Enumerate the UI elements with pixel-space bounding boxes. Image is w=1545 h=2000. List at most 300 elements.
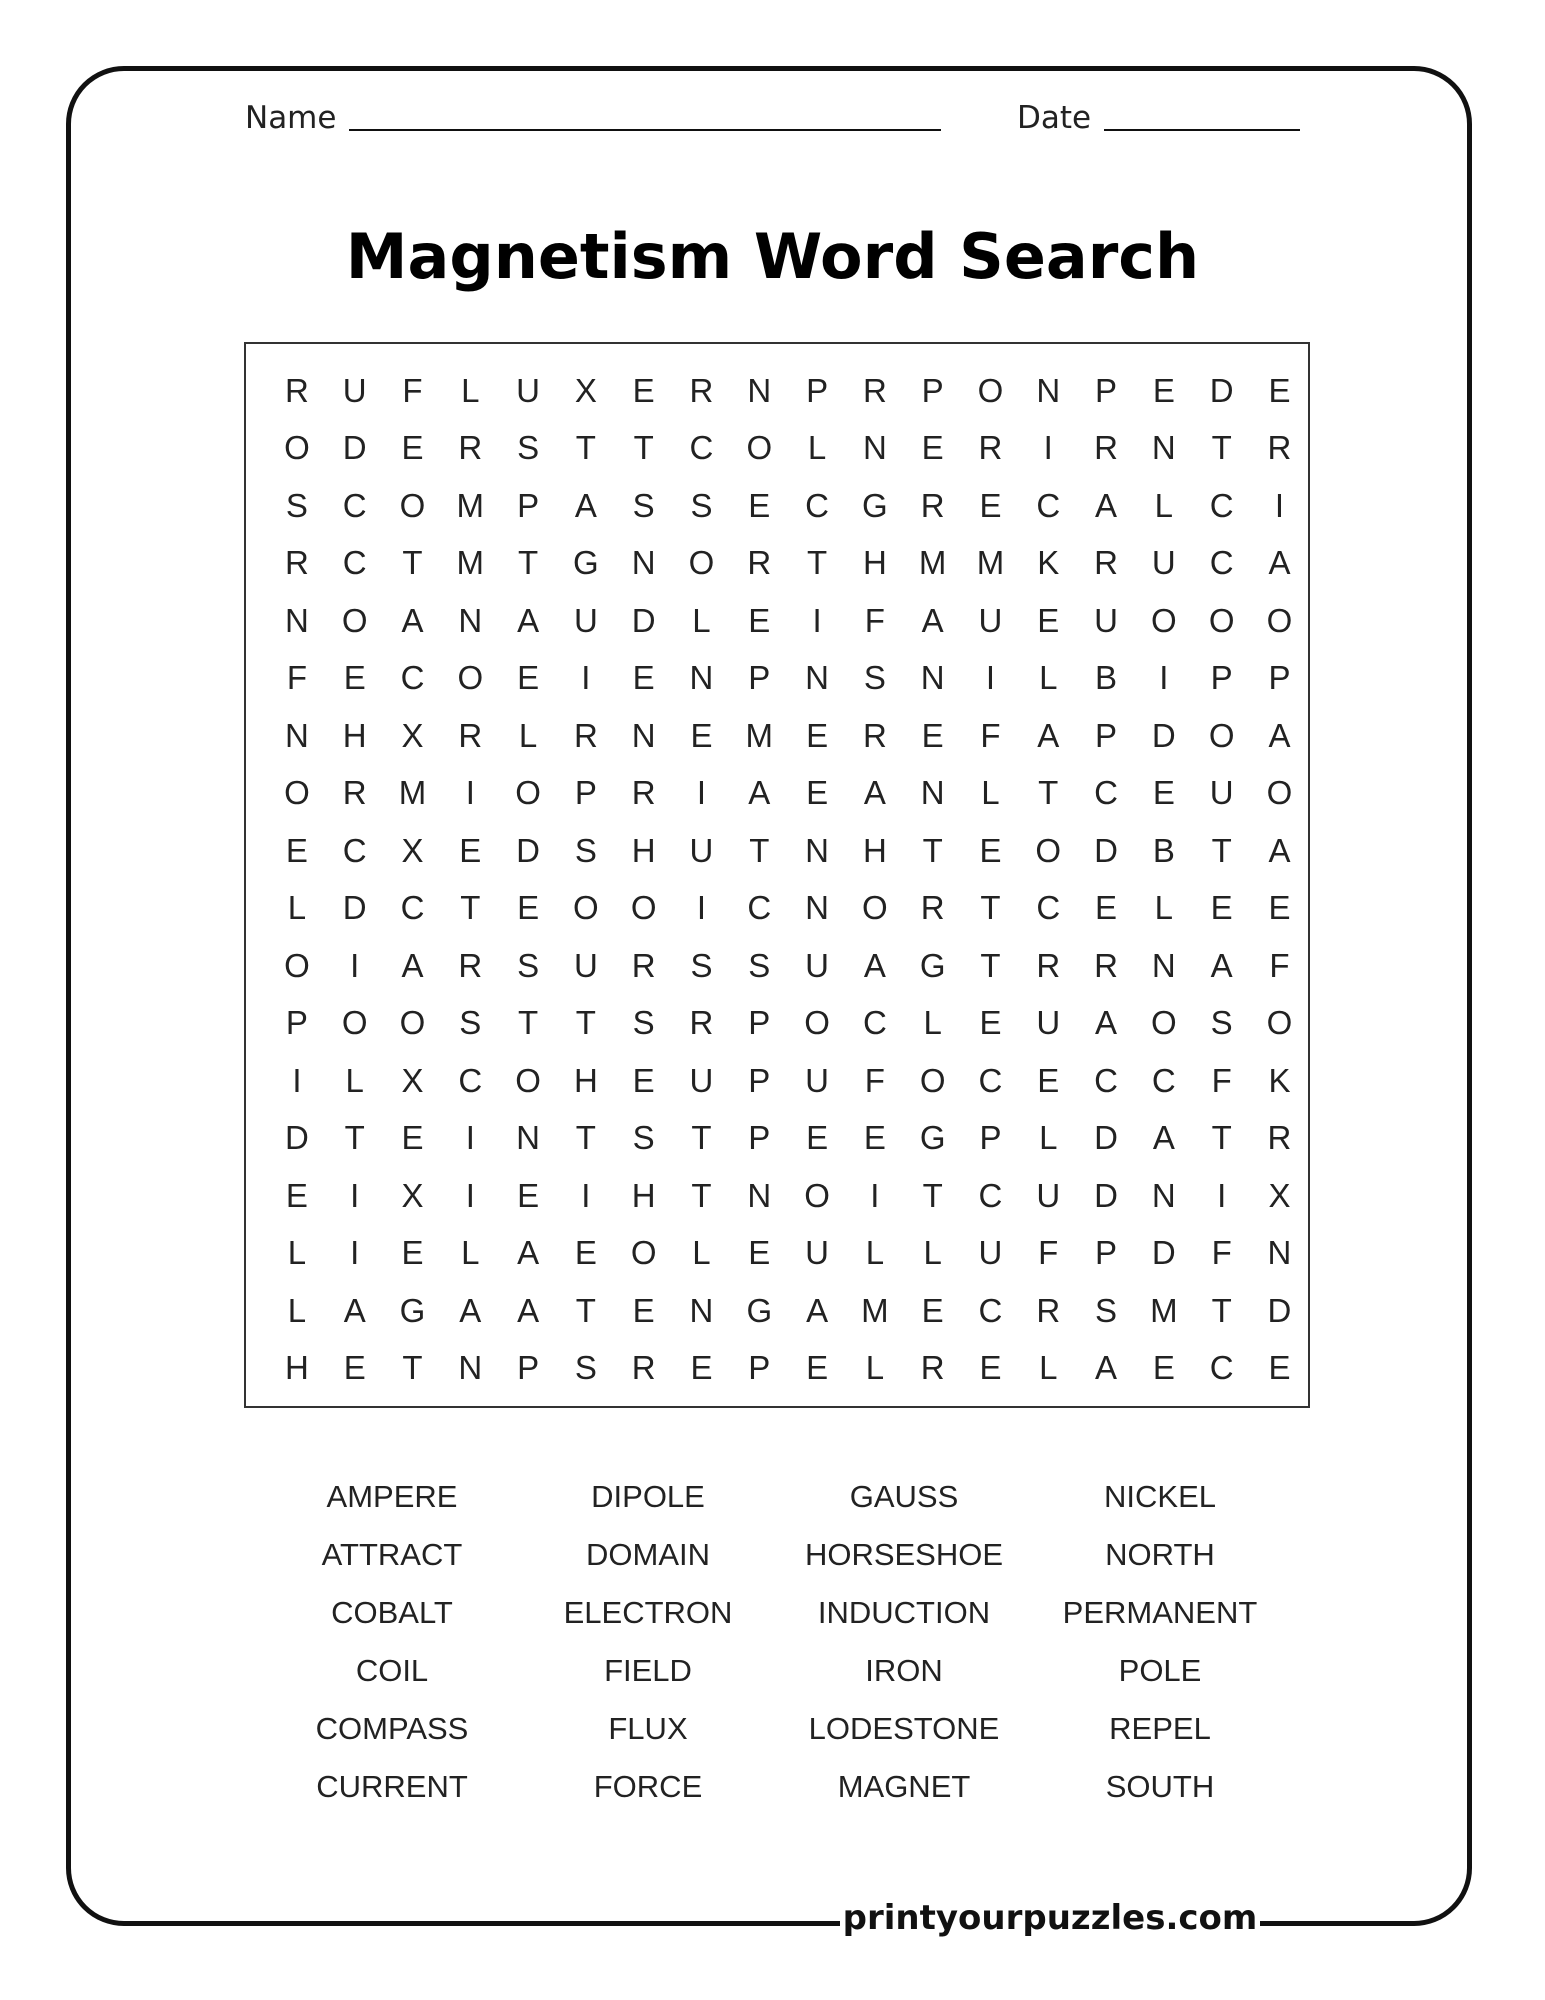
grid-letter[interactable]: T [980,889,1001,927]
grid-letter[interactable]: N [1036,371,1061,409]
grid-letter[interactable]: E [517,659,540,697]
grid-letter[interactable]: M [398,774,427,812]
grid-letter[interactable]: H [631,1176,656,1214]
grid-letter[interactable]: A [1152,1119,1175,1157]
grid-letter[interactable]: P [748,1119,771,1157]
grid-letter[interactable]: R [631,774,656,812]
grid-letter[interactable]: E [632,1061,655,1099]
grid-letter[interactable]: I [870,1176,880,1214]
grid-letter[interactable]: L [1039,659,1058,697]
grid-letter[interactable]: N [920,774,945,812]
grid-letter[interactable]: T [575,1004,596,1042]
grid-letter[interactable]: S [1210,1004,1233,1042]
grid-letter[interactable]: U [978,601,1003,639]
grid-letter[interactable]: A [863,774,886,812]
grid-letter[interactable]: H [631,831,656,869]
grid-letter[interactable]: A [921,601,944,639]
grid-letter[interactable]: T [633,429,654,467]
grid-letter[interactable]: U [978,1234,1003,1272]
grid-letter[interactable]: L [1039,1349,1058,1387]
grid-letter[interactable]: C [747,889,772,927]
grid-letter[interactable]: E [1095,889,1118,927]
grid-letter[interactable]: P [1095,371,1118,409]
grid-letter[interactable]: E [401,1119,424,1157]
grid-letter[interactable]: S [574,1349,597,1387]
grid-letter[interactable]: L [692,1234,711,1272]
grid-letter[interactable]: D [1094,1176,1118,1214]
grid-letter[interactable]: T [806,544,828,582]
grid-letter[interactable]: P [1268,659,1291,697]
grid-letter[interactable]: R [1094,544,1118,582]
grid-letter[interactable]: O [573,889,599,927]
grid-letter[interactable]: O [341,601,368,639]
grid-letter[interactable]: P [748,659,771,697]
grid-letter[interactable]: A [1210,946,1233,984]
grid-letter[interactable]: X [401,831,424,869]
grid-letter[interactable]: C [1209,544,1234,582]
grid-letter[interactable]: O [515,1061,541,1099]
grid-letter[interactable]: O [284,946,310,984]
grid-letter[interactable]: P [1095,716,1118,754]
grid-letter[interactable]: R [458,946,483,984]
grid-letter[interactable]: L [692,601,711,639]
grid-letter[interactable]: N [689,659,714,697]
grid-letter[interactable]: S [632,1119,655,1157]
grid-letter[interactable]: T [575,1119,596,1157]
grid-letter[interactable]: M [861,1291,889,1329]
grid-letter[interactable]: P [806,371,829,409]
grid-letter[interactable]: C [400,659,425,697]
grid-letter[interactable]: T [1211,1291,1232,1329]
grid-letter[interactable]: I [465,1176,475,1214]
grid-letter[interactable]: R [1267,429,1292,467]
grid-letter[interactable]: P [517,486,540,524]
grid-letter[interactable]: I [350,946,360,984]
grid-letter[interactable]: U [805,1234,829,1272]
grid-letter[interactable]: U [342,371,367,409]
grid-letter[interactable]: E [632,659,655,697]
grid-letter[interactable]: P [748,1004,771,1042]
grid-letter[interactable]: E [285,831,308,869]
grid-letter[interactable]: E [517,1176,540,1214]
grid-letter[interactable]: S [632,1004,655,1042]
grid-letter[interactable]: G [919,946,946,984]
grid-letter[interactable]: C [978,1291,1003,1329]
grid-letter[interactable]: P [517,1349,540,1387]
grid-letter[interactable]: C [342,544,367,582]
grid-letter[interactable]: G [746,1291,773,1329]
grid-letter[interactable]: A [1037,716,1060,754]
grid-letter[interactable]: T [980,946,1001,984]
grid-letter[interactable]: P [748,1061,771,1099]
grid-letter[interactable]: O [457,659,484,697]
grid-letter[interactable]: O [1266,1004,1293,1042]
grid-letter[interactable]: R [978,429,1003,467]
grid-letter[interactable]: L [518,716,538,754]
grid-letter[interactable]: E [921,1291,944,1329]
grid-letter[interactable]: P [748,1349,771,1387]
grid-letter[interactable]: A [1095,1349,1118,1387]
grid-letter[interactable]: T [922,1176,943,1214]
grid-letter[interactable]: P [921,371,944,409]
grid-letter[interactable]: E [806,1119,829,1157]
grid-letter[interactable]: N [1151,429,1176,467]
grid-letter[interactable]: R [631,946,656,984]
grid-letter[interactable]: E [632,371,655,409]
grid-letter[interactable]: T [1211,429,1232,467]
grid-letter[interactable]: R [862,716,887,754]
grid-letter[interactable]: R [458,716,483,754]
grid-letter[interactable]: U [805,1061,829,1099]
grid-letter[interactable]: O [1208,601,1235,639]
grid-letter[interactable]: O [630,889,657,927]
grid-letter[interactable]: E [979,1349,1002,1387]
grid-letter[interactable]: C [1151,1061,1176,1099]
grid-letter[interactable]: R [631,1349,656,1387]
grid-letter[interactable]: C [1209,1349,1234,1387]
grid-letter[interactable]: A [1095,486,1118,524]
grid-letter[interactable]: O [399,1004,426,1042]
grid-letter[interactable]: I [465,1119,475,1157]
grid-letter[interactable]: I [1274,486,1285,524]
grid-letter[interactable]: R [458,429,483,467]
grid-letter[interactable]: L [807,429,827,467]
grid-letter[interactable]: F [1211,1234,1232,1272]
grid-letter[interactable]: N [631,544,656,582]
grid-letter[interactable]: N [458,601,483,639]
grid-letter[interactable]: P [979,1119,1002,1157]
grid-letter[interactable]: T [518,1004,539,1042]
grid-letter[interactable]: T [922,831,943,869]
grid-letter[interactable]: F [1211,1061,1232,1099]
grid-letter[interactable]: T [518,544,539,582]
grid-letter[interactable]: F [286,659,307,697]
grid-letter[interactable]: E [459,831,482,869]
grid-letter[interactable]: E [1268,889,1291,927]
grid-letter[interactable]: E [1152,371,1175,409]
grid-letter[interactable]: M [456,544,485,582]
grid-letter[interactable]: A [459,1291,482,1329]
grid-letter[interactable]: E [517,889,540,927]
grid-letter[interactable]: K [1037,544,1060,582]
grid-letter[interactable]: O [515,774,541,812]
grid-letter[interactable]: T [460,889,481,927]
grid-letter[interactable]: N [747,371,772,409]
grid-letter[interactable]: F [1038,1234,1059,1272]
grid-letter[interactable]: O [630,1234,657,1272]
grid-letter[interactable]: B [1095,659,1118,697]
grid-letter[interactable]: S [285,486,308,524]
grid-letter[interactable]: O [804,1004,830,1042]
grid-letter[interactable]: A [806,1291,829,1329]
grid-letter[interactable]: N [1151,1176,1176,1214]
grid-letter[interactable]: D [1094,1119,1118,1157]
grid-letter[interactable]: E [1037,601,1060,639]
grid-letter[interactable]: D [516,831,540,869]
grid-letter[interactable]: I [581,1176,591,1214]
grid-letter[interactable]: N [689,1291,714,1329]
grid-letter[interactable]: F [980,716,1001,754]
grid-letter[interactable]: L [461,1234,480,1272]
grid-letter[interactable]: I [812,601,822,639]
grid-letter[interactable]: B [1152,831,1175,869]
grid-letter[interactable]: S [574,831,597,869]
grid-letter[interactable]: M [976,544,1005,582]
grid-letter[interactable]: C [978,1061,1003,1099]
grid-letter[interactable]: U [573,601,598,639]
grid-letter[interactable]: T [691,1176,712,1214]
grid-letter[interactable]: X [401,716,424,754]
grid-letter[interactable]: O [1151,601,1177,639]
grid-letter[interactable]: S [690,486,713,524]
grid-letter[interactable]: E [343,659,366,697]
name-field-line[interactable] [349,129,941,131]
grid-letter[interactable]: U [516,371,540,409]
grid-letter[interactable]: D [631,601,656,639]
grid-letter[interactable]: L [923,1004,942,1042]
grid-letter[interactable]: R [689,1004,714,1042]
grid-letter[interactable]: A [517,1234,540,1272]
grid-letter[interactable]: U [1151,544,1176,582]
grid-letter[interactable]: L [287,1234,307,1272]
grid-letter[interactable]: T [402,1349,423,1387]
grid-letter[interactable]: T [1211,831,1232,869]
grid-letter[interactable]: O [1266,774,1293,812]
grid-letter[interactable]: D [284,1119,309,1157]
grid-letter[interactable]: C [1209,486,1234,524]
grid-letter[interactable]: L [1154,486,1174,524]
grid-letter[interactable]: D [1209,371,1234,409]
grid-letter[interactable]: T [344,1119,365,1157]
grid-letter[interactable]: T [1211,1119,1232,1157]
grid-letter[interactable]: A [517,601,540,639]
grid-letter[interactable]: N [631,716,656,754]
grid-letter[interactable]: N [1151,946,1176,984]
grid-letter[interactable]: U [689,831,714,869]
grid-letter[interactable]: O [977,371,1004,409]
grid-letter[interactable]: I [985,659,996,697]
grid-letter[interactable]: E [401,429,424,467]
grid-letter[interactable]: X [401,1176,424,1214]
grid-letter[interactable]: N [284,601,309,639]
grid-letter[interactable]: C [689,429,714,467]
grid-letter[interactable]: R [284,371,309,409]
grid-letter[interactable]: X [1268,1176,1291,1214]
grid-letter[interactable]: I [696,774,707,812]
grid-letter[interactable]: N [805,889,829,927]
grid-letter[interactable]: N [805,659,829,697]
grid-letter[interactable]: E [748,1234,771,1272]
grid-letter[interactable]: L [1039,1119,1058,1157]
grid-letter[interactable]: G [862,486,888,524]
grid-letter[interactable]: E [921,429,944,467]
grid-letter[interactable]: S [632,486,655,524]
grid-letter[interactable]: E [806,774,829,812]
grid-letter[interactable]: A [863,946,886,984]
grid-letter[interactable]: N [516,1119,540,1157]
grid-letter[interactable]: R [342,774,367,812]
grid-letter[interactable]: G [919,1119,946,1157]
grid-letter[interactable]: T [575,1291,596,1329]
grid-letter[interactable]: O [1266,601,1293,639]
grid-letter[interactable]: E [632,1291,655,1329]
grid-letter[interactable]: N [284,716,309,754]
grid-letter[interactable]: C [342,831,367,869]
grid-letter[interactable]: R [920,1349,945,1387]
grid-letter[interactable]: U [1094,601,1118,639]
grid-letter[interactable]: R [920,486,945,524]
grid-letter[interactable]: R [284,544,309,582]
grid-letter[interactable]: N [920,659,945,697]
grid-letter[interactable]: E [863,1119,886,1157]
grid-letter[interactable]: E [1268,1349,1291,1387]
grid-letter[interactable]: S [517,429,540,467]
grid-letter[interactable]: L [981,774,1000,812]
grid-letter[interactable]: U [1036,1004,1061,1042]
grid-letter[interactable]: O [804,1176,830,1214]
grid-letter[interactable]: X [401,1061,424,1099]
grid-letter[interactable]: O [341,1004,368,1042]
grid-letter[interactable]: D [1151,1234,1176,1272]
grid-letter[interactable]: P [1210,659,1233,697]
grid-letter[interactable]: H [573,1061,598,1099]
grid-letter[interactable]: M [1150,1291,1178,1329]
grid-letter[interactable]: A [1268,831,1291,869]
grid-letter[interactable]: D [1151,716,1176,754]
grid-letter[interactable]: E [806,1349,829,1387]
grid-letter[interactable]: E [1268,371,1291,409]
grid-letter[interactable]: S [863,659,886,697]
grid-letter[interactable]: P [574,774,597,812]
grid-letter[interactable]: I [1159,659,1169,697]
grid-letter[interactable]: I [350,1176,360,1214]
grid-letter[interactable]: I [292,1061,302,1099]
date-field-line[interactable] [1104,129,1300,131]
grid-letter[interactable]: D [342,429,367,467]
grid-letter[interactable]: C [862,1004,887,1042]
grid-letter[interactable]: I [696,889,707,927]
grid-letter[interactable]: N [1267,1234,1292,1272]
grid-letter[interactable]: I [350,1234,360,1272]
grid-letter[interactable]: S [690,946,713,984]
grid-letter[interactable]: H [284,1349,309,1387]
grid-letter[interactable]: A [748,774,771,812]
grid-letter[interactable]: S [459,1004,482,1042]
grid-letter[interactable]: K [1268,1061,1291,1099]
grid-letter[interactable]: A [1268,716,1291,754]
grid-letter[interactable]: S [748,946,771,984]
grid-letter[interactable]: L [461,371,480,409]
grid-letter[interactable]: O [688,544,715,582]
grid-letter[interactable]: D [342,889,367,927]
grid-letter[interactable]: R [689,371,714,409]
grid-letter[interactable]: X [574,371,597,409]
grid-letter[interactable]: H [342,716,367,754]
grid-letter[interactable]: U [1036,1176,1061,1214]
grid-letter[interactable]: R [747,544,772,582]
grid-letter[interactable]: O [1208,716,1235,754]
grid-letter[interactable]: F [864,601,885,639]
grid-letter[interactable]: N [805,831,829,869]
grid-letter[interactable]: R [1094,429,1118,467]
grid-letter[interactable]: T [749,831,770,869]
grid-letter[interactable]: E [690,1349,713,1387]
grid-letter[interactable]: P [285,1004,308,1042]
grid-letter[interactable]: C [1036,486,1061,524]
grid-letter[interactable]: E [1152,1349,1175,1387]
grid-letter[interactable]: D [1267,1291,1292,1329]
grid-letter[interactable]: C [1036,889,1061,927]
grid-letter[interactable]: O [862,889,888,927]
grid-letter[interactable]: E [748,601,771,639]
grid-letter[interactable]: E [979,1004,1002,1042]
grid-letter[interactable]: E [1210,889,1233,927]
grid-letter[interactable]: C [1094,774,1118,812]
grid-letter[interactable]: E [1037,1061,1060,1099]
grid-letter[interactable]: A [343,1291,366,1329]
grid-letter[interactable]: E [285,1176,308,1214]
grid-letter[interactable]: E [748,486,771,524]
grid-letter[interactable]: R [920,889,945,927]
grid-letter[interactable]: A [1095,1004,1118,1042]
grid-letter[interactable]: N [862,429,887,467]
grid-letter[interactable]: A [1268,544,1291,582]
grid-letter[interactable]: I [1043,429,1053,467]
grid-letter[interactable]: O [1035,831,1062,869]
grid-letter[interactable]: E [343,1349,366,1387]
grid-letter[interactable]: O [746,429,773,467]
grid-letter[interactable]: P [1095,1234,1118,1272]
grid-letter[interactable]: A [574,486,597,524]
grid-letter[interactable]: M [745,716,774,754]
grid-letter[interactable]: E [979,486,1002,524]
grid-letter[interactable]: L [345,1061,364,1099]
grid-letter[interactable]: S [1095,1291,1118,1329]
grid-letter[interactable]: E [806,716,829,754]
grid-letter[interactable]: A [517,1291,540,1329]
grid-letter[interactable]: C [1094,1061,1118,1099]
grid-letter[interactable]: C [342,486,367,524]
grid-letter[interactable]: C [805,486,829,524]
grid-letter[interactable]: M [918,544,947,582]
grid-letter[interactable]: T [402,544,423,582]
grid-letter[interactable]: F [1269,946,1290,984]
grid-letter[interactable]: G [399,1291,426,1329]
grid-letter[interactable]: O [1151,1004,1177,1042]
grid-letter[interactable]: E [574,1234,597,1272]
grid-letter[interactable]: E [921,716,944,754]
grid-letter[interactable]: R [1036,1291,1061,1329]
grid-letter[interactable]: U [1209,774,1234,812]
grid-letter[interactable]: O [399,486,426,524]
grid-letter[interactable]: F [864,1061,885,1099]
grid-letter[interactable]: T [1038,774,1059,812]
grid-letter[interactable]: S [517,946,540,984]
grid-letter[interactable]: U [573,946,598,984]
grid-letter[interactable]: A [401,601,424,639]
grid-letter[interactable]: T [691,1119,712,1157]
grid-letter[interactable]: R [1267,1119,1292,1157]
grid-letter[interactable]: L [865,1349,885,1387]
grid-letter[interactable]: R [573,716,598,754]
grid-letter[interactable]: L [287,1291,307,1329]
grid-letter[interactable]: G [573,544,599,582]
grid-letter[interactable]: F [402,371,423,409]
grid-letter[interactable]: I [1217,1176,1227,1214]
grid-letter[interactable]: O [284,429,310,467]
grid-letter[interactable]: R [1036,946,1061,984]
grid-letter[interactable]: N [747,1176,772,1214]
